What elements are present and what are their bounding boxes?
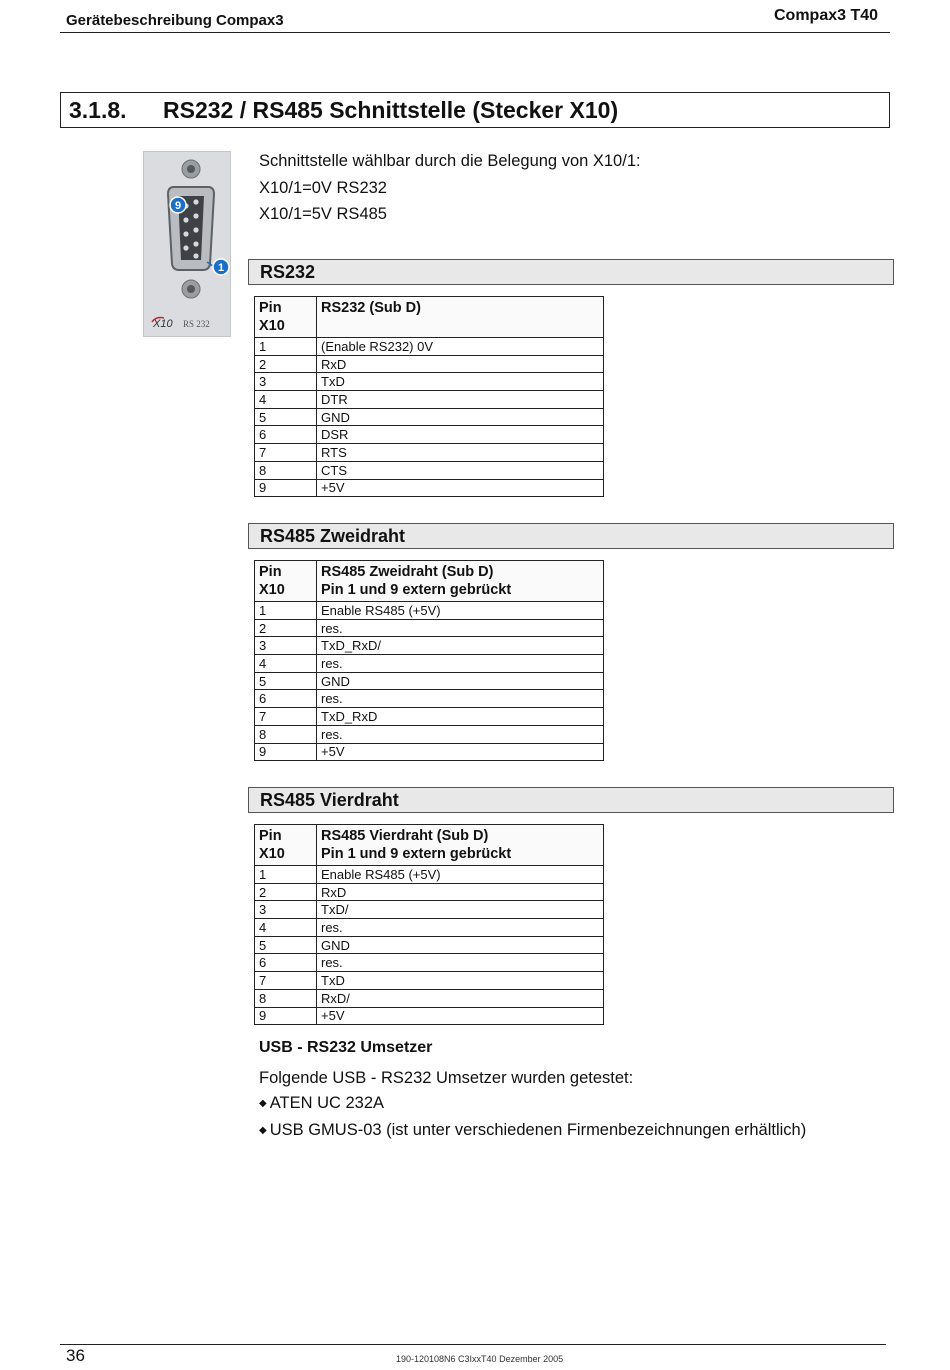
table-header-row bbox=[255, 561, 604, 602]
section-heading bbox=[60, 92, 890, 128]
pin-1-marker: 1 bbox=[217, 262, 225, 274]
table-row: 5 GND bbox=[255, 408, 604, 426]
table-row: 4 DTR bbox=[255, 391, 604, 409]
diamond-bullet-icon: ◆ bbox=[259, 1098, 267, 1109]
table-row: 1 (Enable RS232) 0V bbox=[255, 338, 604, 356]
table-row: 3 TxD bbox=[255, 373, 604, 391]
table-row: 2 RxD bbox=[255, 355, 604, 373]
header-pin: Pin X10 bbox=[255, 561, 317, 602]
intro-line: X10/1=5V RS485 bbox=[259, 205, 387, 223]
table-row: 5 GND bbox=[255, 672, 604, 690]
header-pin: Pin X10 bbox=[255, 825, 317, 866]
page-number: 36 bbox=[66, 1346, 85, 1365]
table-row: 9 +5V bbox=[255, 479, 604, 497]
intro-line: X10/1=0V RS232 bbox=[259, 179, 387, 197]
table-row: 2 RxD bbox=[255, 883, 604, 901]
table-row: 7 RTS bbox=[255, 444, 604, 462]
footer-divider bbox=[60, 1344, 886, 1345]
rs485-4wire-heading bbox=[248, 787, 894, 813]
table-row: 2 res. bbox=[255, 619, 604, 637]
header-signal: RS485 Vierdraht (Sub D) Pin 1 und 9 extern gebrückt bbox=[317, 825, 604, 866]
table-row: 4 res. bbox=[255, 655, 604, 673]
table-row: 5 GND bbox=[255, 936, 604, 954]
table-row: 3 TxD/ bbox=[255, 901, 604, 919]
table-row: 7 TxD bbox=[255, 972, 604, 990]
header-signal: RS485 Zweidraht (Sub D) Pin 1 und 9 extern gebrückt bbox=[317, 561, 604, 602]
rs485-2wire-heading-label: RS485 Zweidraht bbox=[260, 526, 406, 546]
table-row: 8 CTS bbox=[255, 461, 604, 479]
table-header-row bbox=[255, 825, 604, 866]
rs485-2wire-pin-table bbox=[254, 560, 604, 761]
table-row: 8 RxD/ bbox=[255, 989, 604, 1007]
header-divider bbox=[60, 32, 890, 33]
section-number: 3.1.8. bbox=[69, 97, 127, 123]
rs485-2wire-heading bbox=[248, 523, 894, 549]
connector-label-x10: X10 bbox=[153, 318, 173, 330]
rs232-heading bbox=[248, 259, 894, 285]
connector-x10-image bbox=[143, 151, 231, 337]
rs232-heading-label: RS232 bbox=[260, 262, 316, 282]
header-pin: Pin X10 bbox=[255, 297, 317, 338]
table-row: 6 res. bbox=[255, 954, 604, 972]
rs485-4wire-heading-label: RS485 Vierdraht bbox=[260, 790, 399, 810]
table-row: 6 res. bbox=[255, 690, 604, 708]
table-row: 1 Enable RS485 (+5V) bbox=[255, 866, 604, 884]
list-item: ◆ USB GMUS-03 (ist unter verschiedenen Firmenbezeichnungen erhältlich) bbox=[259, 1121, 807, 1139]
table-row: 7 TxD_RxD bbox=[255, 708, 604, 726]
pin-9-marker: 9 bbox=[174, 200, 182, 212]
table-row: 6 DSR bbox=[255, 426, 604, 444]
document-reference: 190-120108N6 C3IxxT40 Dezember 2005 bbox=[396, 1354, 564, 1364]
section-title: RS232 / RS485 Schnittstelle (Stecker X10) bbox=[163, 97, 619, 123]
table-row: 8 res. bbox=[255, 725, 604, 743]
usb-section-title: USB - RS232 Umsetzer bbox=[259, 1039, 433, 1056]
rs485-4wire-pin-table bbox=[254, 824, 604, 1025]
usb-intro-text: Folgende USB - RS232 Umsetzer wurden getestet: bbox=[259, 1069, 634, 1087]
rs232-pin-table bbox=[254, 296, 604, 497]
table-row: 1 Enable RS485 (+5V) bbox=[255, 602, 604, 620]
header-signal: RS232 (Sub D) bbox=[317, 297, 604, 338]
header-product-name: Compax3 T40 bbox=[774, 7, 879, 24]
list-item: ◆ ATEN UC 232A bbox=[259, 1094, 385, 1112]
table-row: 3 TxD_RxD/ bbox=[255, 637, 604, 655]
table-header-row bbox=[255, 297, 604, 338]
connector-label-rs232: RS 232 bbox=[183, 319, 210, 329]
intro-line: Schnittstelle wählbar durch die Belegung von X10/1: bbox=[259, 152, 641, 170]
table-row: 4 res. bbox=[255, 919, 604, 937]
diamond-bullet-icon: ◆ bbox=[259, 1125, 267, 1136]
header-document-title: Gerätebeschreibung Compax3 bbox=[66, 12, 284, 29]
table-row: 9 +5V bbox=[255, 743, 604, 761]
table-row: 9 +5V bbox=[255, 1007, 604, 1025]
